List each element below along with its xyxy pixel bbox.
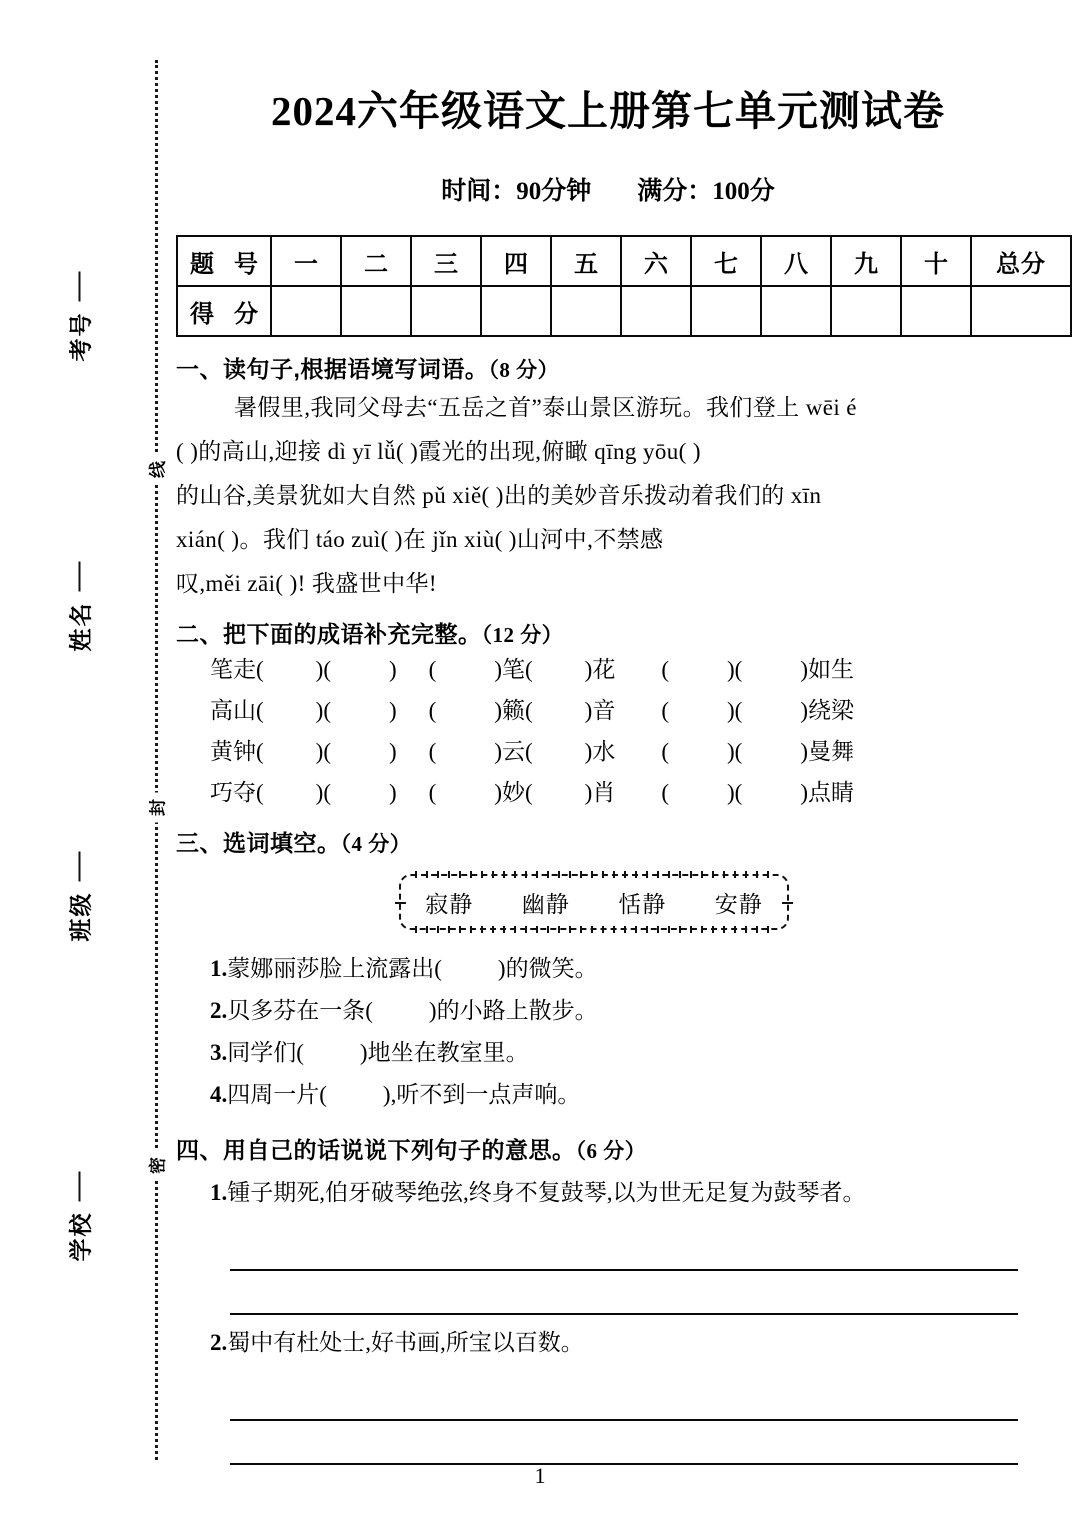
idiom-part: (: [428, 780, 437, 805]
passage-line[interactable]: 叹,měi zāi( )! 我盛世中华!: [176, 571, 437, 596]
score-table: [176, 235, 1072, 337]
answer-space: [176, 1271, 1048, 1313]
score-table-col-2: 二: [341, 236, 411, 286]
passage-line[interactable]: ( )的高山,迎接 dì yī lǚ( )霞光的出现,俯瞰 qīng yōu( ): [176, 439, 701, 464]
item-number: 1.: [210, 1180, 228, 1205]
word-bank-tick-right: [782, 902, 793, 904]
score-table-container: [176, 235, 1080, 337]
exam-paper-body: [176, 0, 1080, 1527]
passage-line[interactable]: 的山谷,美景犹如大自然 pǔ xiě( )出的美妙音乐拨动着我们的 xīn: [176, 483, 822, 508]
item-number: 2.: [210, 998, 228, 1023]
score-cell-7[interactable]: [691, 286, 761, 336]
write-in-rule[interactable]: [78, 1172, 80, 1202]
word-bank-option-2[interactable]: 幽静: [521, 891, 570, 917]
section-three: [176, 825, 1080, 1116]
word-bank-container: [176, 874, 1048, 930]
score-cell-3[interactable]: [411, 286, 481, 336]
score-table-row-label: 题 号: [177, 236, 271, 286]
list-item: [176, 1323, 1048, 1363]
page-number: 1: [534, 1463, 546, 1488]
idiom-row[interactable]: [176, 731, 1048, 772]
margin-field-name: [63, 562, 96, 652]
idiom-part: ): [389, 780, 397, 805]
idiom-part: )绕梁: [800, 698, 855, 723]
score-table-col-5: 五: [551, 236, 621, 286]
idiom-part: )花: [584, 657, 616, 682]
score-table-col-6: 六: [621, 236, 691, 286]
word-bank-option-1[interactable]: 寂静: [425, 891, 474, 917]
margin-label-name: 姓名: [68, 601, 94, 652]
idiom-part: )(: [315, 657, 331, 682]
score-cell-8[interactable]: [761, 286, 831, 336]
score-table-col-3: 三: [411, 236, 481, 286]
section-two-points: （12 分）: [481, 623, 564, 647]
item-number: 2.: [210, 1330, 228, 1355]
idiom-part: )水: [584, 739, 616, 764]
section-three-items: [176, 948, 1048, 1116]
margin-field-class: [63, 852, 96, 942]
idiom-row[interactable]: [176, 772, 1048, 813]
idiom-part: )(: [315, 780, 331, 805]
answer-space: [176, 1213, 1048, 1269]
idiom-part: )音: [584, 698, 616, 723]
list-item[interactable]: [176, 990, 1048, 1032]
idiom-part: ): [389, 657, 397, 682]
list-item: [176, 1173, 1048, 1213]
item-text-before: 同学们(: [227, 1040, 304, 1065]
exam-duration: 时间：90分钟: [441, 178, 592, 205]
score-table-col-9: 九: [831, 236, 901, 286]
idiom-part: 黄钟(: [210, 739, 264, 764]
answer-line[interactable]: [230, 1313, 1018, 1315]
seal-char-xian: 线: [139, 455, 174, 485]
item-text-before: 贝多芬在一条(: [227, 998, 373, 1023]
exam-total-score: 满分：100分: [637, 178, 775, 205]
write-in-rule[interactable]: [78, 562, 80, 592]
item-text: 蜀中有杜处士,好书画,所宝以百数。: [227, 1330, 584, 1355]
passage-line[interactable]: xián( )。我们 táo zuì( )在 jǐn xiù( )山河中,不禁感: [176, 527, 664, 552]
section-one-passage: [176, 386, 1048, 606]
score-table-col-1: 一: [271, 236, 341, 286]
margin-field-school: [63, 1172, 96, 1262]
item-text-after: )的微笑。: [497, 956, 598, 981]
passage-line: 暑假里,我同父母去“五岳之首”泰山景区游玩。我们登上 wēi é: [234, 395, 857, 420]
section-four-title-text: 四、用自己的话说说下列句子的意思。: [176, 1137, 576, 1163]
list-item[interactable]: [176, 1074, 1048, 1116]
section-two: [176, 616, 1080, 813]
idiom-part: )笔(: [494, 657, 533, 682]
section-three-heading: [176, 825, 1048, 858]
item-number: 4.: [210, 1082, 228, 1107]
idiom-part: )(: [727, 657, 743, 682]
section-one-title-text: 一、读句子,根据语境写词语。: [176, 356, 489, 382]
idiom-part: (: [428, 739, 437, 764]
idiom-part: (: [661, 657, 670, 682]
score-table-col-4: 四: [481, 236, 551, 286]
item-text-before: 四周一片(: [227, 1082, 327, 1107]
section-two-heading: [176, 616, 1048, 649]
item-text-after: )的小路上散步。: [428, 998, 598, 1023]
idiom-part: )(: [727, 780, 743, 805]
score-table-col-8: 八: [761, 236, 831, 286]
answer-space: [176, 1363, 1048, 1419]
word-bank-option-4[interactable]: 安静: [714, 891, 763, 917]
score-cell-4[interactable]: [481, 286, 551, 336]
idiom-part: )如生: [800, 657, 855, 682]
idiom-part: (: [428, 698, 437, 723]
list-item[interactable]: [176, 1032, 1048, 1074]
seal-margin: [0, 0, 176, 1527]
score-table-col-total: 总分: [971, 236, 1071, 286]
idiom-part: (: [661, 698, 670, 723]
idiom-part: ): [389, 698, 397, 723]
idiom-part: )妙(: [494, 780, 533, 805]
section-four-heading: [176, 1132, 1048, 1165]
score-table-col-7: 七: [691, 236, 761, 286]
score-cell-5[interactable]: [551, 286, 621, 336]
idiom-part: 笔走(: [210, 657, 264, 682]
seal-char-mi: 密: [139, 1151, 174, 1181]
score-cell-1[interactable]: [271, 286, 341, 336]
exam-meta: [176, 137, 1080, 207]
idiom-part: )肖: [584, 780, 616, 805]
section-three-points: （4 分）: [340, 832, 412, 856]
idiom-part: )(: [315, 739, 331, 764]
item-number: 1.: [210, 956, 228, 981]
margin-label-class: 班级: [68, 891, 94, 942]
score-cell-10[interactable]: [901, 286, 971, 336]
idiom-row[interactable]: [176, 690, 1048, 731]
list-item[interactable]: [176, 948, 1048, 990]
table-row-header: [177, 236, 1071, 286]
section-four-points: （6 分）: [575, 1139, 647, 1163]
margin-label-school: 学校: [68, 1211, 94, 1262]
score-cell-9[interactable]: [831, 286, 901, 336]
page-title: 2024六年级语文上册第七单元测试卷: [271, 88, 945, 134]
section-three-title-text: 三、选词填空。: [176, 830, 341, 856]
item-text-before: 蒙娜丽莎脸上流露出(: [227, 956, 442, 981]
section-one: [176, 351, 1080, 606]
answer-space: [176, 1421, 1048, 1463]
margin-label-exam-number: 考号: [68, 311, 94, 362]
idiom-part: )(: [727, 698, 743, 723]
idiom-part: )籁(: [494, 698, 533, 723]
table-row-scores: [177, 286, 1071, 336]
idiom-part: )点睛: [800, 780, 855, 805]
idiom-part: )(: [727, 739, 743, 764]
section-one-heading: [176, 351, 1048, 384]
section-four: [176, 1132, 1080, 1465]
idiom-part: (: [661, 780, 670, 805]
score-table-col-10: 十: [901, 236, 971, 286]
section-one-points: （8 分）: [488, 358, 560, 382]
idiom-part: )(: [315, 698, 331, 723]
seal-char-feng: 封: [139, 793, 174, 823]
item-text: 锺子期死,伯牙破琴绝弦,终身不复鼓琴,以为世无足复为鼓琴者。: [227, 1180, 866, 1205]
score-cell-total[interactable]: [971, 286, 1071, 336]
item-text-after: ),听不到一点声响。: [382, 1082, 581, 1107]
item-number: 3.: [210, 1040, 228, 1065]
word-bank: [399, 874, 789, 930]
idiom-part: (: [661, 739, 670, 764]
word-bank-tick-left: [395, 902, 406, 904]
score-cell-2[interactable]: [341, 286, 411, 336]
score-table-score-label: 得 分: [177, 286, 271, 336]
margin-field-exam-number: [63, 272, 96, 362]
idiom-part: )曼舞: [800, 739, 855, 764]
score-cell-6[interactable]: [621, 286, 691, 336]
section-two-title-text: 二、把下面的成语补充完整。: [176, 621, 482, 647]
idiom-part: (: [428, 657, 437, 682]
idiom-part: ): [389, 739, 397, 764]
word-bank-option-3[interactable]: 恬静: [618, 891, 667, 917]
write-in-rule[interactable]: [78, 852, 80, 882]
item-text-after: )地坐在教室里。: [359, 1040, 529, 1065]
idiom-part: 巧夺(: [210, 780, 264, 805]
idiom-row[interactable]: [176, 649, 1048, 690]
seal-dotted-line: [155, 60, 158, 1460]
write-in-rule[interactable]: [78, 272, 80, 302]
idiom-part: 高山(: [210, 698, 264, 723]
idiom-part: )云(: [494, 739, 533, 764]
